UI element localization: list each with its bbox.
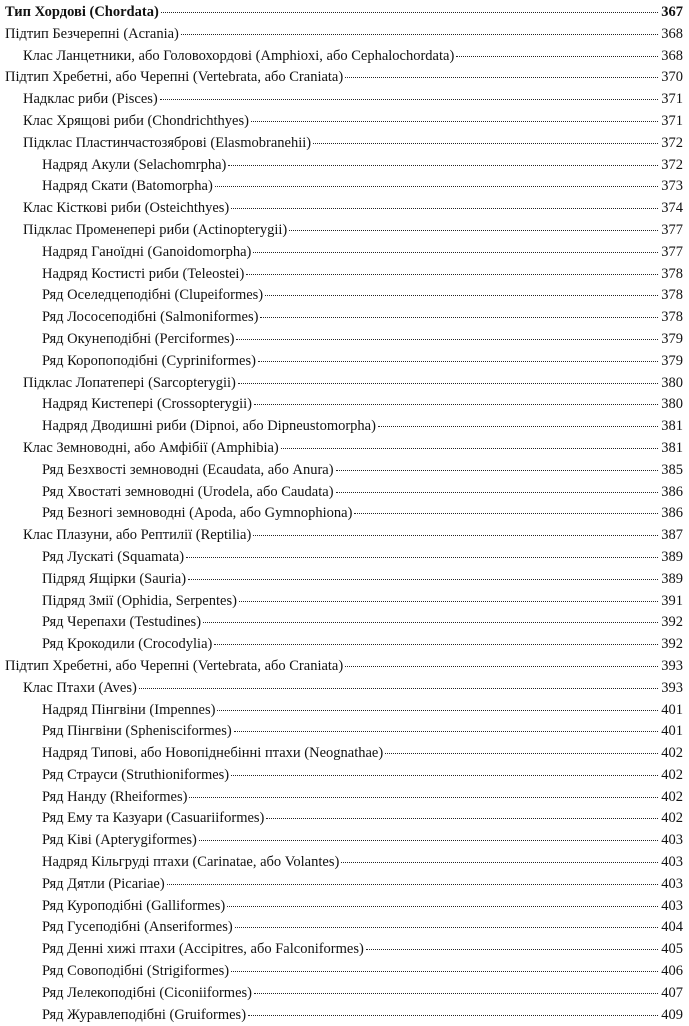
toc-entry[interactable] (5, 547, 683, 569)
toc-entry[interactable] (5, 220, 683, 242)
toc-entry-title: Тип Хордові (Chordata) (5, 4, 159, 20)
toc-entry[interactable] (5, 765, 683, 787)
toc-entry[interactable] (5, 700, 683, 722)
toc-entry[interactable] (5, 983, 683, 1005)
toc-entry[interactable] (5, 198, 683, 220)
toc-entry-page: 402 (661, 766, 683, 783)
dot-leader (181, 34, 658, 35)
toc-entry-title: Надряд Пінгвіни (Impennes) (42, 701, 216, 718)
toc-entry[interactable] (5, 133, 683, 155)
toc-entry-title: Надряд Дводишні риби (Dipnoi, або Dipneustomorpha) (42, 418, 376, 435)
dot-leader (231, 971, 658, 972)
toc-entry[interactable] (5, 787, 683, 809)
dot-leader (378, 426, 658, 427)
toc-entry-title: Надряд Типові, або Новопіднебінні птахи (Neognathae) (42, 745, 384, 762)
dot-leader (266, 818, 658, 819)
toc-entry-page: 391 (661, 592, 683, 609)
toc-entry-title: Ряд Хвостаті земноводні (Urodela, або Caudata) (42, 483, 334, 500)
toc-entry-title: Ряд Журавлеподібні (Gruiformes) (42, 1006, 247, 1023)
toc-entry-page: 372 (661, 134, 683, 151)
toc-entry-title: Надряд Кистепері (Crossopterygii) (42, 396, 252, 413)
toc-entry[interactable] (5, 438, 683, 460)
toc-entry-page: 378 (661, 287, 683, 304)
dot-leader (186, 557, 658, 558)
toc-entry-title: Надряд Ганоїдні (Ganoidomorpha) (42, 243, 252, 260)
toc-entry-page: 379 (661, 352, 683, 369)
toc-entry[interactable] (5, 743, 683, 765)
toc-entry[interactable] (5, 917, 683, 939)
toc-entry-page: 389 (661, 570, 683, 587)
toc-entry-title: Ряд Черепахи (Testudines) (42, 614, 202, 631)
dot-leader (251, 121, 658, 122)
toc-entry-page: 401 (661, 723, 683, 740)
toc-entry[interactable] (5, 307, 683, 329)
dot-leader (139, 688, 658, 689)
toc-entry[interactable] (5, 67, 683, 89)
toc-entry-page: 377 (661, 243, 683, 260)
toc-entry[interactable] (5, 242, 683, 264)
toc-entry[interactable] (5, 591, 683, 613)
toc-entry-page: 387 (661, 527, 683, 544)
toc-entry-page: 368 (661, 25, 683, 42)
dot-leader (254, 993, 658, 994)
toc-entry[interactable] (5, 155, 683, 177)
toc-entry-title: Ряд Окунеподібні (Perciformes) (42, 330, 235, 347)
toc-entry-title: Надряд Акули (Selachomrpha) (42, 156, 227, 173)
dot-leader (260, 317, 658, 318)
dot-leader (238, 383, 658, 384)
toc-entry-page: 402 (661, 810, 683, 827)
toc-entry[interactable] (5, 721, 683, 743)
dot-leader (236, 339, 658, 340)
toc-entry[interactable] (5, 961, 683, 983)
toc-entry-page: 406 (661, 963, 683, 980)
toc-entry-title: Клас Птахи (Aves) (23, 679, 137, 696)
toc-entry-title: Надряд Костисті риби (Teleostei) (42, 265, 245, 282)
toc-entry-page: 405 (661, 941, 683, 958)
dot-leader (214, 644, 658, 645)
toc-entry[interactable] (5, 852, 683, 874)
toc-entry-page: 371 (661, 112, 683, 129)
dot-leader (265, 295, 658, 296)
toc-entry-title: Ряд Ему та Казуари (Casuariiformes) (42, 810, 265, 827)
toc-entry[interactable] (5, 896, 683, 918)
toc-entry-page: 402 (661, 745, 683, 762)
dot-leader (281, 448, 658, 449)
toc-entry-page: 370 (661, 69, 683, 86)
dot-leader (231, 208, 658, 209)
dot-leader (246, 274, 658, 275)
toc-entry-title: Надряд Кільгруді птахи (Carinatae, або Volantes) (42, 854, 340, 871)
dot-leader (235, 927, 659, 928)
toc-entry-title: Підряд Ящірки (Sauria) (42, 570, 187, 587)
toc-entry[interactable] (5, 264, 683, 286)
toc-entry-page: 379 (661, 330, 683, 347)
toc-entry[interactable] (5, 24, 683, 46)
toc-entry[interactable] (5, 176, 683, 198)
toc-entry-title: Ряд Нанду (Rheiformes) (42, 788, 188, 805)
dot-leader (188, 579, 658, 580)
toc-entry[interactable] (5, 569, 683, 591)
dot-leader (203, 622, 658, 623)
toc-entry-title: Надклас риби (Pisces) (23, 91, 158, 108)
toc-entry-page: 368 (661, 47, 683, 64)
toc-entry[interactable] (5, 89, 683, 111)
toc-entry-title: Ряд Лускаті (Squamata) (42, 548, 185, 565)
toc-entry[interactable] (5, 1005, 683, 1026)
toc-entry-page: 392 (661, 614, 683, 631)
toc-entry-page: 381 (661, 418, 683, 435)
toc-entry-title: Ряд Страуси (Struthioniformes) (42, 766, 230, 783)
toc-entry[interactable] (5, 416, 683, 438)
toc-entry-page: 367 (661, 4, 683, 20)
toc-entry[interactable] (5, 285, 683, 307)
toc-entry-page: 380 (661, 374, 683, 391)
toc-entry-page: 377 (661, 221, 683, 238)
toc-entry-title: Ряд Денні хижі птахи (Accipitres, або Falconiformes) (42, 941, 364, 958)
toc-entry[interactable] (5, 2, 683, 24)
toc-entry[interactable] (5, 634, 683, 656)
toc-entry-page: 380 (661, 396, 683, 413)
toc-entry-title: Клас Хрящові риби (Chondrichthyes) (23, 112, 249, 129)
toc-entry-page: 402 (661, 788, 683, 805)
dot-leader (234, 731, 659, 732)
toc-entry-page: 407 (661, 984, 683, 1001)
dot-leader (227, 906, 658, 907)
toc-entry-page: 403 (661, 832, 683, 849)
dot-leader (199, 840, 658, 841)
toc-entry[interactable] (5, 874, 683, 896)
toc-entry[interactable] (5, 351, 683, 373)
toc-entry-title: Ряд Лелекоподібні (Ciconiiformes) (42, 984, 252, 1001)
toc-entry-title: Підтип Хребетні, або Черепні (Vertebrata, або Craniata) (5, 69, 344, 86)
toc-entry-title: Ряд Ківі (Apterygiformes) (42, 832, 197, 849)
toc-entry-title: Ряд Совоподібні (Strigiformes) (42, 963, 230, 980)
toc-entry[interactable] (5, 46, 683, 68)
toc-entry[interactable] (5, 656, 683, 678)
toc-entry[interactable] (5, 373, 683, 395)
toc-entry-title: Ряд Лососеподібні (Salmoniformes) (42, 309, 259, 326)
toc-entry-title: Ряд Крокодили (Crocodylia) (42, 636, 213, 653)
dot-leader (345, 666, 658, 667)
dot-leader (341, 862, 658, 863)
toc-entry-title: Ряд Дятли (Picariae) (42, 875, 165, 892)
toc-entry-page: 378 (661, 309, 683, 326)
dot-leader (161, 12, 658, 13)
toc-entry-page: 393 (661, 657, 683, 674)
toc-entry-page: 386 (661, 483, 683, 500)
toc-entry-title: Підклас Пластинчастозяброві (Elasmobranehii) (23, 134, 312, 151)
toc-entry-page: 403 (661, 854, 683, 871)
toc-entry-title: Підтип Хребетні, або Черепні (Vertebrata, або Craniata) (5, 657, 344, 674)
dot-leader (248, 1015, 658, 1016)
toc-entry-page: 409 (661, 1006, 683, 1023)
toc-entry[interactable] (5, 482, 683, 504)
dot-leader (254, 404, 658, 405)
toc-entry-title: Підклас Лопатепері (Sarcopterygii) (23, 374, 236, 391)
dot-leader (217, 710, 658, 711)
dot-leader (253, 535, 658, 536)
dot-leader (228, 165, 658, 166)
toc-entry-page: 371 (661, 91, 683, 108)
toc-entry-page: 393 (661, 679, 683, 696)
dot-leader (313, 143, 658, 144)
dot-leader (336, 470, 659, 471)
toc-entry-page: 386 (661, 505, 683, 522)
toc-entry-title: Ряд Оселедцеподібні (Clupeiformes) (42, 287, 264, 304)
dot-leader (160, 99, 659, 100)
toc-entry[interactable] (5, 503, 683, 525)
toc-entry-page: 381 (661, 439, 683, 456)
toc-entry-page: 385 (661, 461, 683, 478)
toc-entry[interactable] (5, 525, 683, 547)
toc-entry[interactable] (5, 830, 683, 852)
dot-leader (189, 797, 658, 798)
toc-entry-title: Клас Кісткові риби (Osteichthyes) (23, 200, 230, 217)
toc-entry-page: 404 (661, 919, 683, 936)
toc-entry-page: 403 (661, 875, 683, 892)
toc-entry-page: 392 (661, 636, 683, 653)
toc-entry[interactable] (5, 394, 683, 416)
dot-leader (258, 361, 658, 362)
dot-leader (345, 77, 658, 78)
toc-entry[interactable] (5, 939, 683, 961)
toc-entry-page: 378 (661, 265, 683, 282)
toc-entry-title: Підклас Променепері риби (Actinopterygii) (23, 221, 288, 238)
dot-leader (215, 186, 658, 187)
toc-entry-page: 401 (661, 701, 683, 718)
toc-entry-title: Ряд Гусеподібні (Anseriformes) (42, 919, 233, 936)
dot-leader (253, 252, 658, 253)
toc-entry-page: 403 (661, 897, 683, 914)
toc-entry-title: Ряд Куроподібні (Galliformes) (42, 897, 226, 914)
toc-entry-title: Клас Плазуни, або Рептилії (Reptilia) (23, 527, 252, 544)
toc-entry-title: Підряд Змії (Ophidia, Serpentes) (42, 592, 237, 609)
dot-leader (366, 949, 658, 950)
toc-entry[interactable] (5, 612, 683, 634)
toc-entry-title: Клас Земноводні, або Амфібії (Amphibia) (23, 439, 279, 456)
dot-leader (354, 513, 658, 514)
toc-entry[interactable] (5, 678, 683, 700)
toc-entry[interactable] (5, 460, 683, 482)
dot-leader (336, 492, 659, 493)
toc-entry-title: Підтип Безчерепні (Acrania) (5, 25, 179, 42)
dot-leader (385, 753, 658, 754)
toc-entry[interactable] (5, 111, 683, 133)
toc-entry-title: Клас Ланцетники, або Головохордові (Amphioxi, або Cephalochordata) (23, 47, 455, 64)
toc-entry-page: 374 (661, 200, 683, 217)
toc-entry-page: 389 (661, 548, 683, 565)
toc-entry-page: 372 (661, 156, 683, 173)
toc-entry-title: Ряд Безногі земноводні (Apoda, або Gymnophiona) (42, 505, 353, 522)
toc-entry-page: 373 (661, 178, 683, 195)
toc-entry[interactable] (5, 808, 683, 830)
dot-leader (167, 884, 659, 885)
dot-leader (231, 775, 658, 776)
dot-leader (239, 601, 658, 602)
toc-entry-title: Ряд Пінгвіни (Sphenisciformes) (42, 723, 232, 740)
toc-entry-title: Ряд Безхвості земноводні (Ecaudata, або Anura) (42, 461, 334, 478)
dot-leader (289, 230, 658, 231)
dot-leader (456, 56, 658, 57)
toc-entry-title: Ряд Коропоподібні (Cypriniformes) (42, 352, 256, 369)
toc-entry[interactable] (5, 329, 683, 351)
toc-entry-title: Надряд Скати (Batomorpha) (42, 178, 213, 195)
